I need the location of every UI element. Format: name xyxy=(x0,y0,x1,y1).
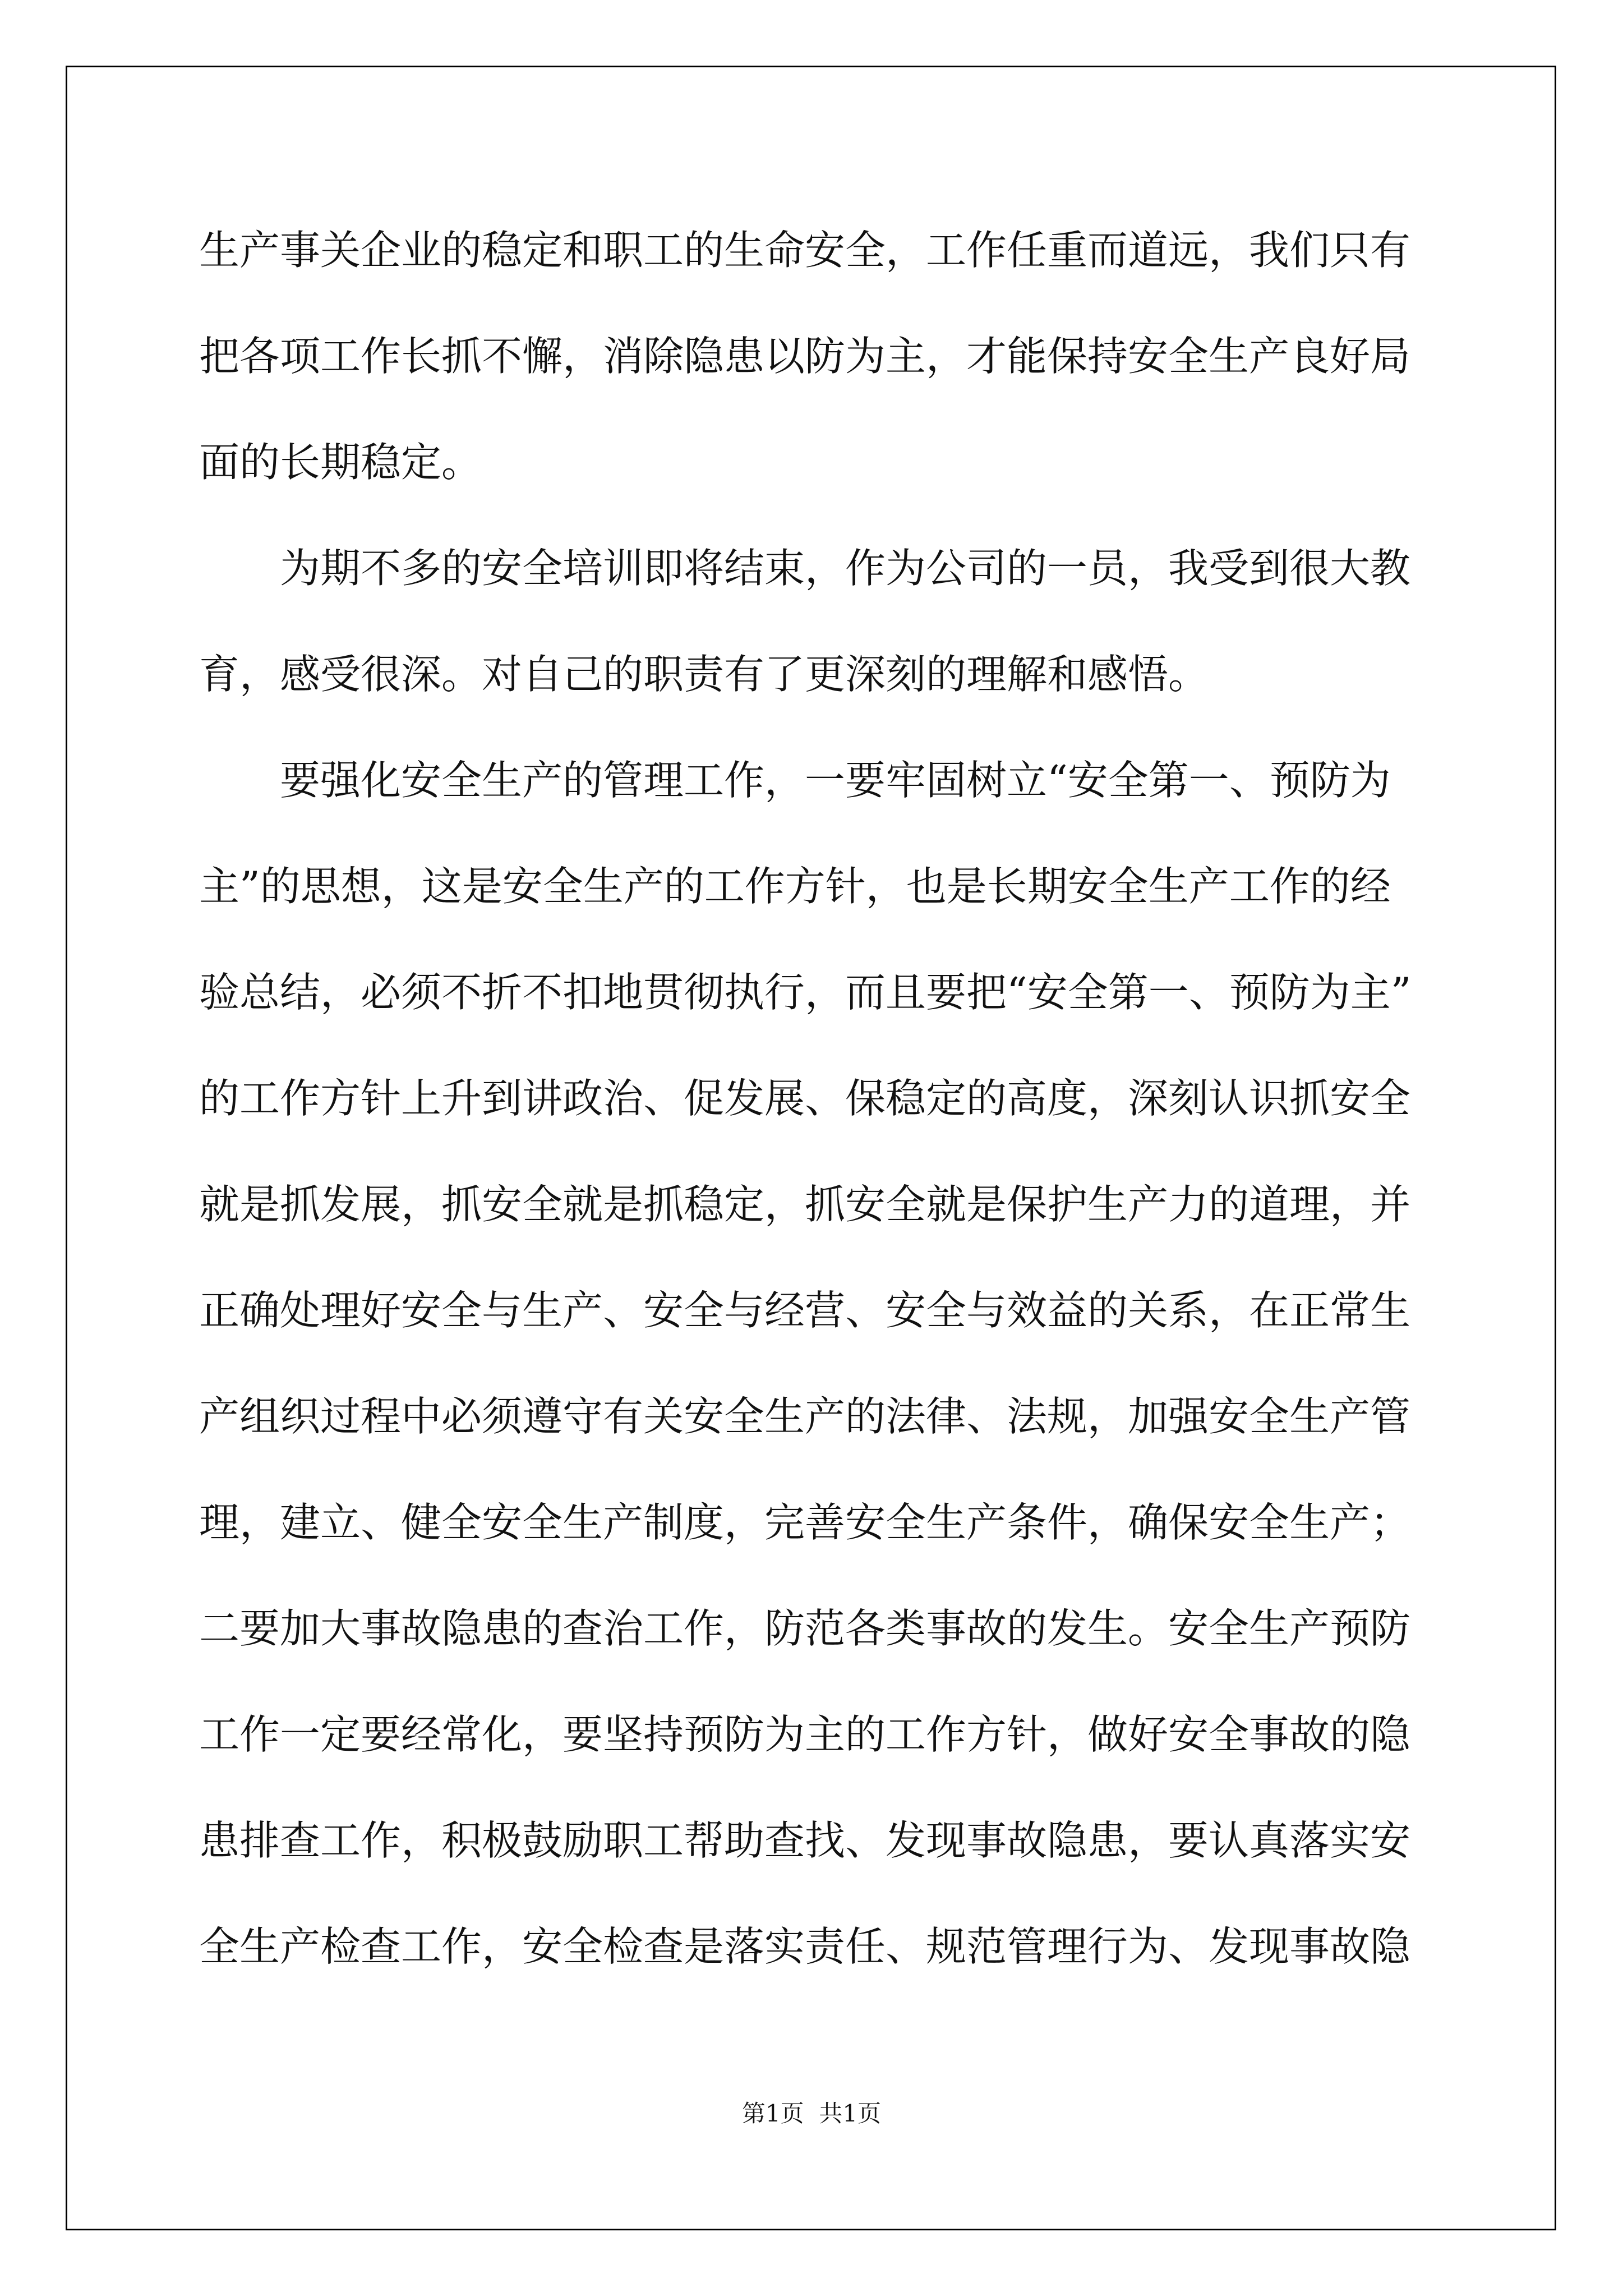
page-number-footer: 第1页 共1页 xyxy=(741,2100,882,2127)
text-line: 把各项工作长抓不懈，消除隐患以防为主，才能保持安全生产良好局 xyxy=(199,333,1411,380)
page-border xyxy=(66,66,1556,2230)
text-line: 产组织过程中必须遵守有关安全生产的法律、法规，加强安全生产管 xyxy=(199,1393,1411,1440)
text-line: 二要加大事故隐患的查治工作，防范各类事故的发生。安全生产预防 xyxy=(199,1605,1411,1652)
paragraph-first-line: 为期不多的安全培训即将结束，作为公司的一员，我受到很大教 xyxy=(280,545,1411,592)
text-line: 面的长期稳定。 xyxy=(199,439,482,486)
text-line: 正确处理好安全与生产、安全与经营、安全与效益的关系，在正常生 xyxy=(199,1287,1411,1334)
text-line: 就是抓发展，抓安全就是抓稳定，抓安全就是保护生产力的道理，并 xyxy=(199,1181,1411,1228)
paragraph-first-line: 要强化安全生产的管理工作，一要牢固树立“安全第一、预防为 xyxy=(280,757,1391,804)
text-line: 全生产检查工作，安全检查是落实责任、规范管理行为、发现事故隐 xyxy=(199,1923,1411,1970)
text-line: 的工作方针上升到讲政治、促发展、保稳定的高度，深刻认识抓安全 xyxy=(199,1075,1411,1122)
text-line: 生产事关企业的稳定和职工的生命安全，工作任重而道远，我们只有 xyxy=(199,227,1411,274)
text-line: 患排查工作，积极鼓励职工帮助查找、发现事故隐患，要认真落实安 xyxy=(199,1817,1411,1864)
text-line: 育，感受很深。对自己的职责有了更深刻的理解和感悟。 xyxy=(199,651,1209,698)
text-line: 理，建立、健全安全生产制度，完善安全生产条件，确保安全生产； xyxy=(199,1499,1411,1546)
text-line: 主”的思想，这是安全生产的工作方针，也是长期安全生产工作的经 xyxy=(199,863,1391,910)
text-line: 验总结，必须不折不扣地贯彻执行，而且要把“安全第一、预防为主” xyxy=(199,969,1412,1016)
text-line: 工作一定要经常化，要坚持预防为主的工作方针，做好安全事故的隐 xyxy=(199,1711,1411,1758)
